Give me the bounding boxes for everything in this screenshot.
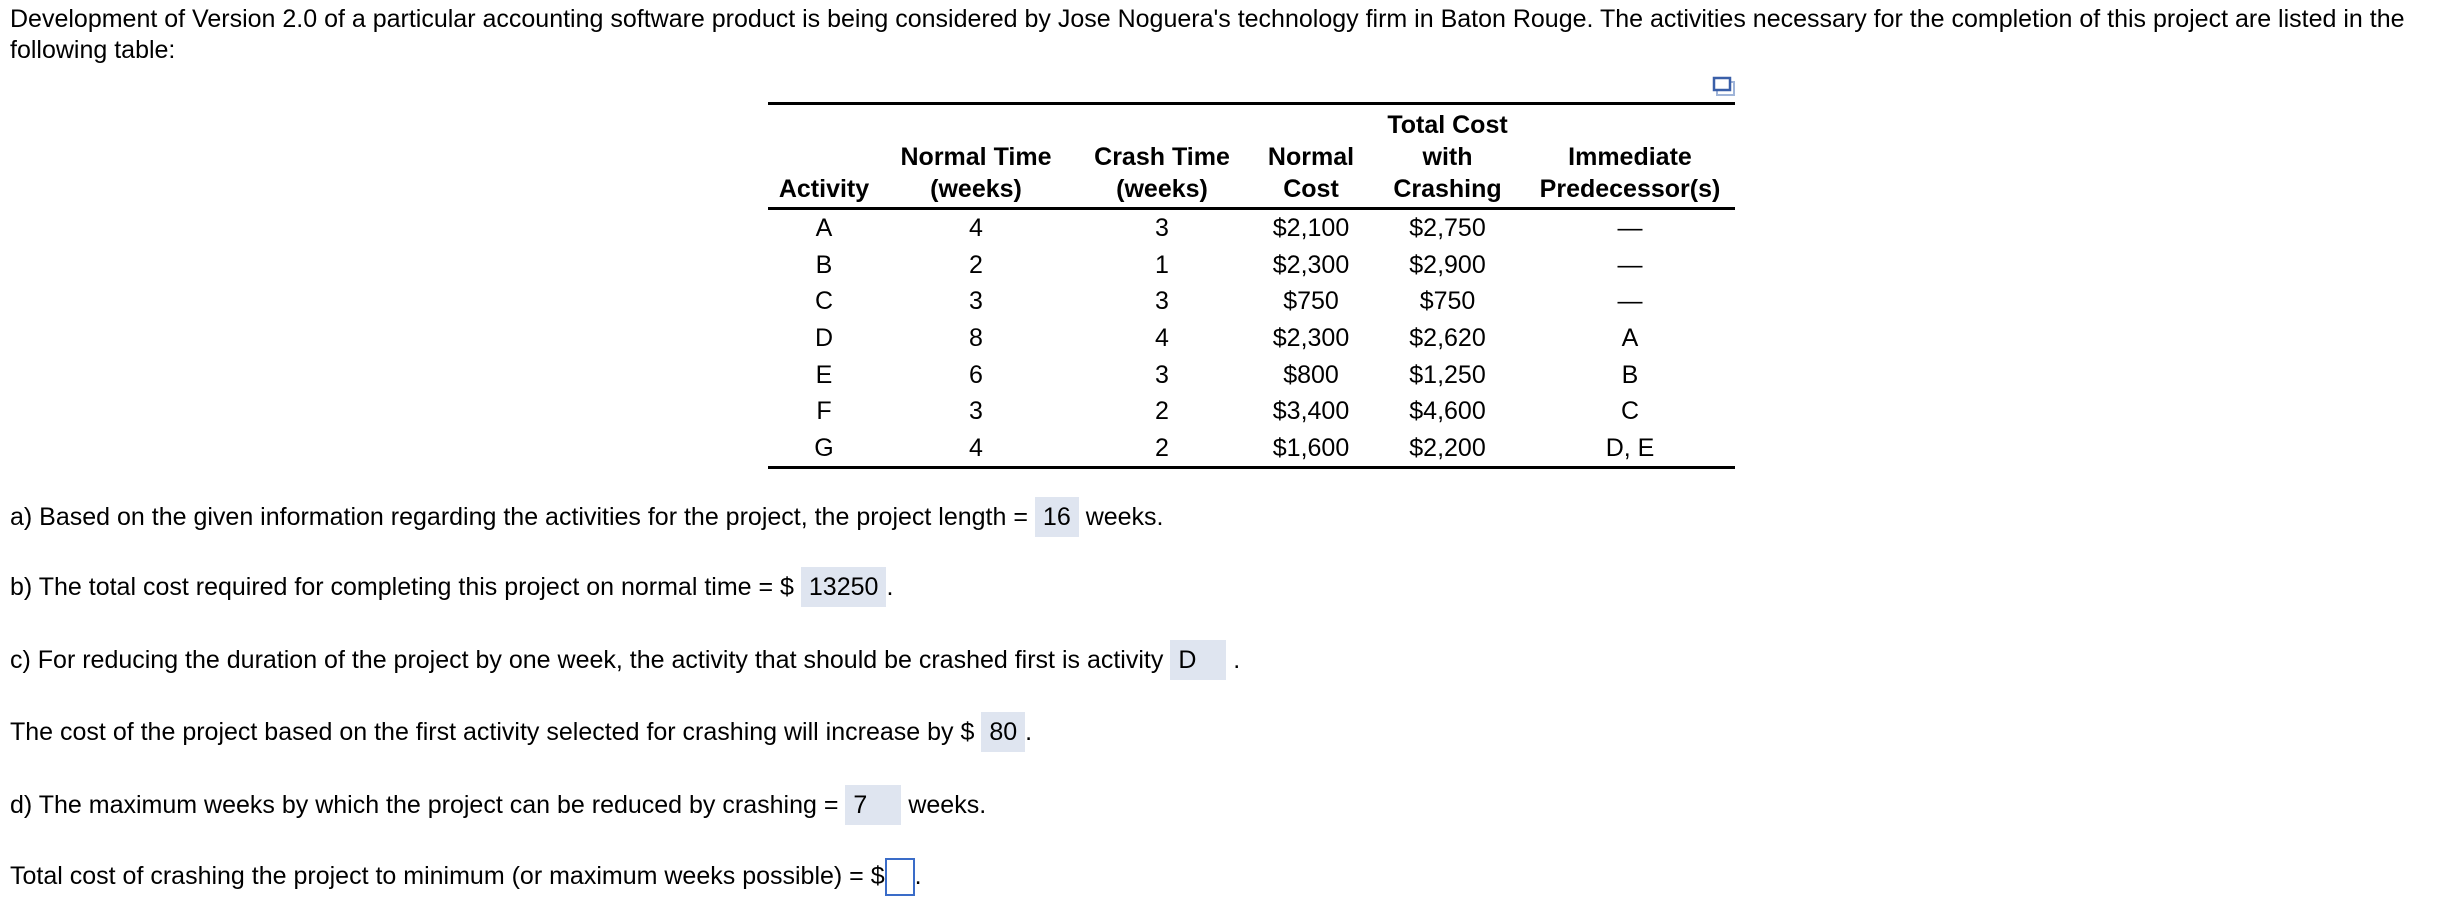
table-row: [768, 247, 1735, 284]
table-row: [768, 393, 1735, 430]
cell-normal-cost: $800: [1283, 360, 1339, 389]
cell-activity: A: [815, 214, 833, 243]
question-d: d) The maximum weeks by which the project can be reduced by crashing = 7 weeks.: [10, 785, 986, 825]
question-b: b) The total cost required for completing this project on normal time = $ 13250 .: [10, 567, 893, 607]
cell-normal-time: 3: [969, 397, 983, 426]
cell-normal-cost: $3,400: [1272, 397, 1350, 426]
cell-normal-cost: $2,300: [1272, 324, 1350, 353]
cell-normal-cost: $2,300: [1272, 250, 1350, 279]
answer-project-length[interactable]: 16: [1035, 497, 1079, 537]
cell-crash-time: 1: [1155, 250, 1169, 279]
cell-activity: F: [816, 397, 832, 426]
cell-normal-time: 4: [969, 433, 983, 462]
cell-activity: G: [814, 433, 834, 462]
header-total-cost-crashing: Total Cost with Crashing: [1387, 111, 1508, 203]
table-row: [768, 320, 1735, 357]
cell-predecessors: —: [1617, 250, 1643, 279]
activities-table: [768, 102, 1735, 469]
cell-predecessors: A: [1621, 324, 1639, 353]
question-c: c) For reducing the duration of the project by one week, the activity that should be crashed first is activity D .: [10, 640, 1240, 680]
table-header-row: [768, 104, 1735, 209]
table-row: [768, 283, 1735, 320]
cell-total-cost-crashing: $2,620: [1409, 324, 1486, 353]
cell-predecessors: —: [1617, 214, 1643, 243]
cell-predecessors: B: [1621, 360, 1639, 389]
cell-total-cost-crashing: $4,600: [1409, 397, 1486, 426]
cell-normal-cost: $2,100: [1272, 214, 1350, 243]
cell-predecessors: C: [1620, 397, 1640, 426]
cell-normal-time: 3: [969, 287, 983, 316]
header-crash-time: Crash Time (weeks): [1094, 143, 1230, 203]
table-row: [768, 356, 1735, 393]
cell-normal-cost: $750: [1283, 287, 1339, 316]
header-normal-cost: Normal Cost: [1267, 143, 1355, 203]
header-activity: Activity: [778, 175, 870, 203]
cell-crash-time: 2: [1155, 397, 1169, 426]
cell-predecessors: D, E: [1605, 433, 1655, 462]
cell-normal-time: 4: [969, 214, 983, 243]
cell-crash-time: 4: [1155, 324, 1169, 353]
cell-total-cost-crashing: $2,750: [1409, 214, 1486, 243]
answer-normal-cost[interactable]: 13250: [801, 567, 887, 607]
cell-crash-time: 3: [1155, 360, 1169, 389]
cell-predecessors: —: [1617, 287, 1643, 316]
question-a: a) Based on the given information regarding the activities for the project, the project length = 16 weeks.: [10, 497, 1164, 537]
cell-activity: D: [814, 324, 834, 353]
cell-total-cost-crashing: $2,900: [1409, 250, 1486, 279]
table-row: [768, 430, 1735, 468]
cell-activity: C: [814, 287, 834, 316]
cell-normal-cost: $1,600: [1272, 433, 1350, 462]
cell-normal-time: 6: [969, 360, 983, 389]
cell-total-cost-crashing: $750: [1419, 287, 1476, 316]
question-c2: The cost of the project based on the first activity selected for crashing will increase by $ 80 .: [10, 712, 1032, 752]
cell-total-cost-crashing: $2,200: [1409, 433, 1486, 462]
answer-cost-increase[interactable]: 80: [981, 712, 1025, 752]
cell-activity: E: [815, 360, 833, 389]
cell-crash-time: 2: [1155, 433, 1169, 462]
answer-max-weeks[interactable]: 7: [845, 785, 901, 825]
cell-crash-time: 3: [1155, 214, 1169, 243]
problem-intro: Development of Version 2.0 of a particular accounting software product is being considered by Jose Noguera's technology firm in Baton Rouge. The activities necessary for the completion of this project are listed in the following table:: [10, 5, 2405, 64]
answer-first-crash-activity[interactable]: D: [1170, 640, 1226, 680]
cell-activity: B: [815, 250, 833, 279]
cell-normal-time: 2: [969, 250, 983, 279]
question-d2: Total cost of crashing the project to minimum (or maximum weeks possible) = $ .: [10, 856, 922, 896]
header-predecessors: Immediate Predecessor(s): [1539, 143, 1721, 203]
cell-crash-time: 3: [1155, 287, 1169, 316]
answer-total-crash-cost-input[interactable]: [885, 858, 915, 896]
cell-normal-time: 8: [969, 324, 983, 353]
copy-table-icon[interactable]: [1712, 76, 1736, 98]
table-row: [768, 209, 1735, 247]
cell-total-cost-crashing: $1,250: [1409, 360, 1486, 389]
header-normal-time: Normal Time (weeks): [900, 143, 1052, 203]
